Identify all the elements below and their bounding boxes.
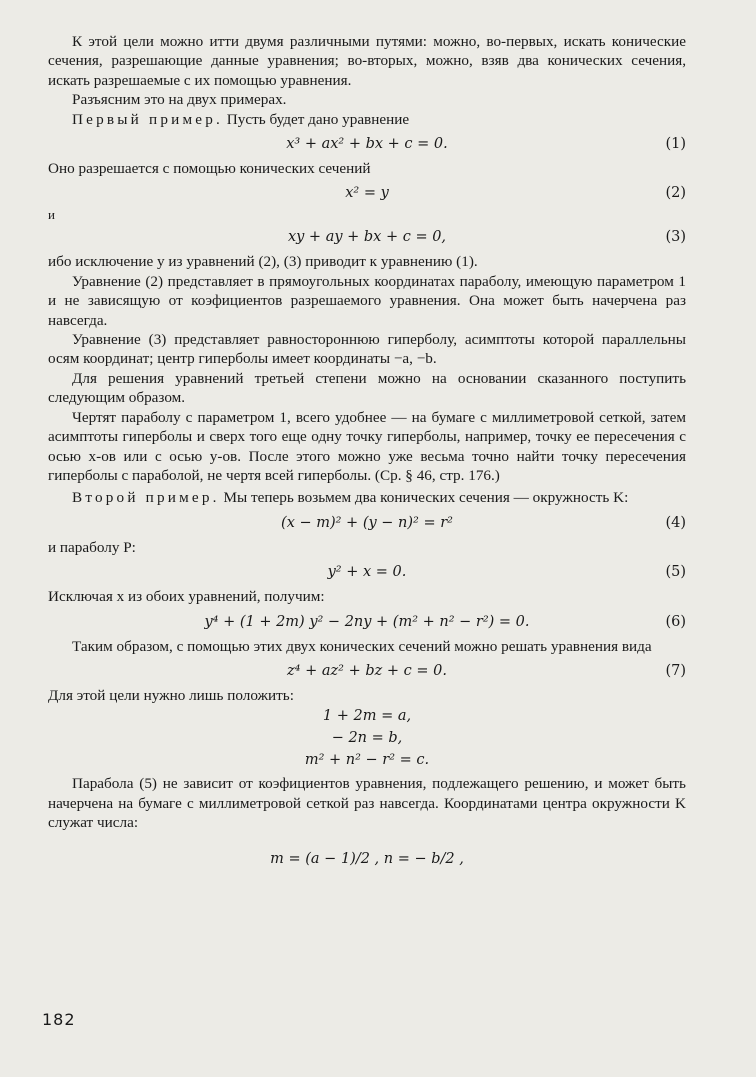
equation-7-formula: z⁴ + az² + bz + c = 0.	[287, 662, 447, 679]
equation-center-coordinates	[48, 841, 686, 885]
paragraph-parabola: Уравнение (2) представляет в прямоугольных координатах параболу, имеющую параметром 1 и не зависящую от коэфициентов разрешаемого уравнения. Она может быть начерчена раз навсегда.	[48, 272, 686, 329]
second-example-text: Мы теперь возьмем два конических сечения — окружность K:	[219, 489, 629, 507]
condition-1-formula: 1 + 2m = a,	[322, 708, 412, 725]
equation-1	[48, 132, 686, 156]
paragraph-second-example	[48, 488, 686, 507]
equation-2-number: (2)	[665, 185, 686, 202]
equation-3-formula: xy + ay + bx + c = 0,	[287, 229, 447, 246]
equation-4-number: (4)	[665, 514, 686, 531]
first-example-heading: Первый пример.	[72, 110, 223, 128]
condition-2	[48, 728, 686, 749]
condition-1	[48, 706, 686, 727]
second-example-heading: Второй пример.	[72, 489, 220, 507]
equation-3-number: (3)	[665, 229, 686, 246]
equation-7	[48, 659, 686, 683]
paragraph-circle-center: Парабола (5) не зависит от коэфициентов уравнения, подлежащего решению, и может быть начерчена на бумаге с миллиметровой сеткой раз навсегда. Координатами центра окружности K служат числа:	[48, 775, 686, 832]
page-number: 182	[42, 1010, 76, 1029]
paragraph-cubic-method: Для решения уравнений третьей степени можно на основании сказанного поступить следующим образом.	[48, 369, 686, 407]
equation-1-formula: x³ + ax² + bx + c = 0.	[286, 136, 448, 153]
condition-3-formula: m² + n² − r² = c.	[304, 752, 430, 769]
equation-6-formula: y⁴ + (1 + 2m) y² − 2ny + (m² + n² − r²) = 0.	[204, 613, 530, 630]
paragraph-set-conditions: Для этой цели нужно лишь положить:	[48, 686, 294, 704]
conjunction-and: и	[48, 207, 55, 223]
equation-5	[48, 560, 686, 584]
equation-6	[48, 610, 686, 634]
paragraph-eliminate-x: Исключая x из обоих уравнений, получим:	[48, 588, 325, 606]
paragraph-hyperbola: Уравнение (3) представляет равностороннюю гиперболу, асимптоты которой параллельны осям координат; центр гиперболы имеет координаты −a, −b.	[48, 331, 686, 368]
paragraph-two-ways: К этой цели можно итти двумя различными путями: можно, во-первых, искать конические сечения, разрешающие данные уравнения; во-вторых, можно, взяв два конических сечения, искать разрешаемые с их помощью уравнения.	[48, 33, 686, 89]
equation-2-formula: x² = y	[345, 185, 389, 202]
equation-4	[48, 511, 686, 535]
equation-3	[48, 225, 686, 249]
paragraph-elimination: ибо исключение y из уравнений (2), (3) приводит к уравнению (1).	[48, 253, 478, 271]
equation-5-number: (5)	[665, 564, 686, 581]
paragraph-drawing-steps: Чертят параболу с параметром 1, всего удобнее — на бумаге с миллиметровой сеткой, затем асимптоты гиперболы и сверх того еще одну точку гиперболы, например, точку ее пересечения с осью x-ов или с осью y-ов. После этого можно уже весьма точно найти точку пересечения гиперболы с параболой, не чертя всей гиперболы. (Ср. § 46, стр. 176.)	[48, 408, 686, 484]
equation-6-number: (6)	[665, 613, 686, 630]
paragraph-examples-intro: Разъясним это на двух примерах.	[72, 91, 287, 109]
equation-7-number: (7)	[665, 662, 686, 679]
first-example-text: Пусть будет дано уравнение	[223, 110, 410, 128]
equation-4-formula: (x − m)² + (y − n)² = r²	[281, 514, 453, 531]
condition-2-formula: − 2n = b,	[331, 730, 403, 747]
equation-1-number: (1)	[665, 136, 686, 153]
paragraph-solved-by-conics: Оно разрешается с помощью конических сечений	[48, 160, 371, 178]
paragraph-quartic-form: Таким образом, с помощью этих двух конических сечений можно решать уравнения вида	[72, 637, 652, 655]
paragraph-parabola-p: и параболу P:	[48, 538, 136, 556]
paragraph-first-example	[48, 110, 686, 129]
equation-5-formula: y² + x = 0.	[327, 564, 407, 581]
equation-2	[48, 181, 686, 205]
center-coordinates-formula: m = (a − 1)/2 , n = − b/2 ,	[270, 850, 464, 867]
condition-3	[48, 750, 686, 771]
